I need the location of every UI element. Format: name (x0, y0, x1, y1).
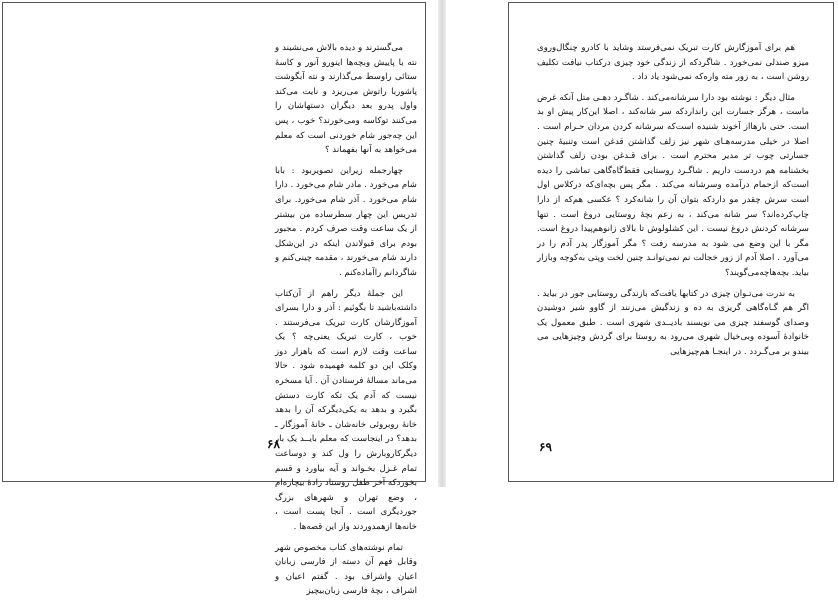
page-gutter (438, 0, 446, 487)
left-page-body (275, 41, 417, 605)
paragraph: این جملهٔ دیگر راهم از آن‌کتاب داشته‌باشید تا بگوئیم : آذر و دارا بسرای آموزگارشان کارت تبریک می‌فرستند . خوب ، کارت تبریک یعنی‌چه ؟ یک ساعت وقت لازم است که باهزار دوز وکلک این دو کلمه فهمیده شود . حالا می‌ماند مسالهٔ فرستادن آن . آیا مسخره نیست که آدم یک تکه کارت دستش بگیرد و بدهد به یکی‌دیگرکه آن را بدهد خانهٔ روبروئی خانه‌شان ـ خانهٔ آموزگار ـ بدهد؟ در اینجاست که معلم بایــد یک بار دیگرکاروبارش را ول کند و دوساعت تمام غـزل بخـواند و آیه بیاورد و قسم بخوردکه آخر طفل روستاد زادهٔ بیچاره‌ام ، وضع تهران و شهرهای بزرگ جوردیگری است . آنجا پست است ، خانه‌ها ازهمدوردند واز این قصه‌ها . (275, 288, 417, 532)
paragraph: می‌گسترند و دیده بالاش می‌نشیند و نته با پاییش وبچه‌ها اینورو آنور و کاسهٔ ستائی راوسط می‌گذارند و نته آبگوشت پاشوربا راتوش می‌ریزد و نایت می‌کند واول پدرو بعد دیگران دستهاشان را می‌کنند توکاسه ومی‌خورند؟ خوب ، پس این چه‌جور شام خوردنی است که معلم می‌خواهد به آنها بفهماند ؟ (275, 43, 417, 156)
page-number: ۶۸ (267, 437, 280, 451)
right-page (508, 2, 834, 482)
paragraph: تمام نوشته‌های کتاب مخصوص شهر وقابل فهم آن دسته از فارسی زبانان اعیان واشراف بود . گفتم اعیان و اشراف ، بچهٔ فارسی زبان‌بیچیز (275, 542, 417, 597)
paragraph: به ندرت می‌تـوان چیزی در کتابها یافت‌که بازندگی روستایی جور در بیاید . اگر هم گـاه‌گاهی گریزی به ده و زندگیش می‌زنند از گاوو شیر دوشیدن وصدای گوسفند چیزی می نویسند بادیــدی شهری است . طبق معمول یک خانوادهٔ آسوده وبی‌خیال شهری می‌رود به روستا برای گردش وچیزهایی می بیندو بر می‌گـردد . در اینجـا هم‌چیزهایی (537, 288, 809, 357)
right-page-body (537, 41, 809, 365)
left-page (2, 2, 426, 597)
paragraph: چهارجمله زیراین تصویربود : بابا شام می‌خورد . مادر شام می‌خورد . دارا شام می‌خورد . آذر شام می‌خورد. برای تدریس این چهار سطرساده من بیشتر از یک ساعت وقت صرف کردم . مجبور بودم برای قبولاندن اینکه در این‌شکل دارند شام می‌خورند ، مقدمه چینی‌کنم و شاگردانم راآماده‌کنم . (275, 165, 417, 278)
paragraph: مثال دیگر : نوشته بود دارا سرشانه‌می‌کند . شاگـرد دهـی متل آنکه غرض ماست ، هرگز جسارت این راندارد‌که سر شانه‌کند ، اصلا این‌کار پیش او بد است. حتی بارهااز آخوند شنیده است‌که سرشانه کردن مردان حـرام است . اصلا در خیلی مدرسه‌هـای شهر نیز زلف گذاشتن قدغن است وتنبیهٔ چنین جسارتی چوب تر مدیر محترم است . برای قـدغن بودن زلف گذاشتن بخشنامه هم دردست داریم . شاگـرد روستایی فقط‌گاه‌گاهی تماشی را دیده است‌که ازحمام درآمده وسرشانه می‌کند . مگر پس بچه‌ای‌که درکلاس اول است سرش چقدر مو دارد‌که بتوان آن را شانه‌کرد ؟ عکسی هم‌که از دارا چاپ‌کرده‌اند؟ سر شانه می‌کند ، به زعم بچهٔ روستایی دروغ است . تنها سرشانه کردنش دروغ نیست . این کشلولوش تا بالای زانو‌هم‌پیدا دروغ است. مگر با این وضع می شود به مدرسه رفت ؟ مگر آموزگار پدر آدم را در می‌آورد . اصلا آدم از زور خجالت‌ نم‌ نمی‌توانـد چنین لخت وپتی به‌کوچه وبازار بیاید. بچه‌هاچه‌می‌گویند؟ (537, 92, 809, 278)
paragraph: هم برای آموزگارش کارت تبریک نمی‌فرستد وشاید با کادرو چنگال‌وروی میزو صندلی نمی‌خورد . شاگردکه از زندگی خود چیزی درکتاب نیافت تکلیف روشن است ، به زور مته واره‌که نمی‌شود یاد داد . (537, 43, 809, 83)
page-number: ۶۹ (539, 440, 552, 454)
